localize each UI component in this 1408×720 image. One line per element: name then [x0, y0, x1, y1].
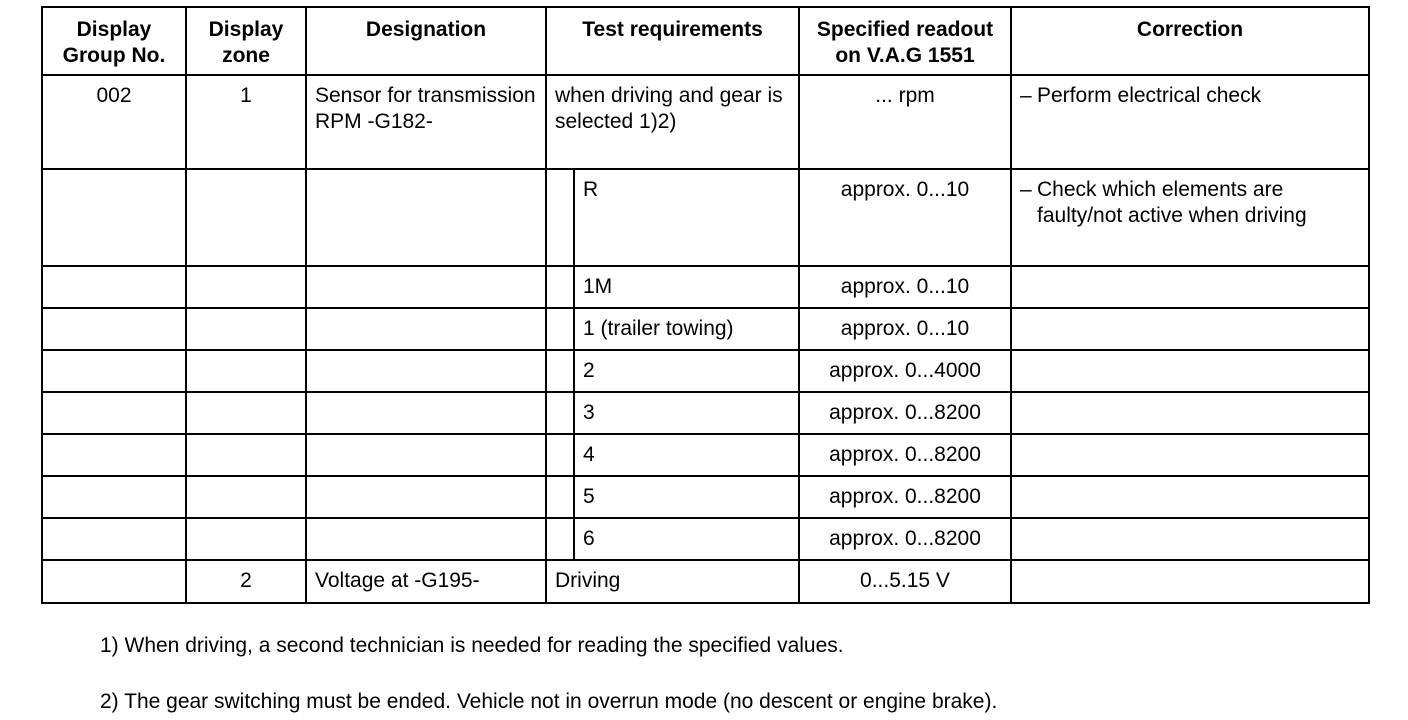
- cell-gear: 4: [574, 434, 799, 476]
- cell-correction: [1011, 169, 1369, 266]
- table-row: [42, 350, 1369, 392]
- cell-test-requirements: when driving and gear is selected 1)2): [546, 75, 799, 169]
- cell-readout: approx. 0...8200: [799, 518, 1011, 560]
- table-row: [42, 75, 1369, 169]
- table-row: [42, 169, 1369, 266]
- cell-readout: ... rpm: [799, 75, 1011, 169]
- cell-gear: 3: [574, 392, 799, 434]
- cell-gear: 6: [574, 518, 799, 560]
- cell-readout: approx. 0...10: [799, 308, 1011, 350]
- table-row: [42, 476, 1369, 518]
- dash-marker: –: [1020, 178, 1032, 201]
- cell-test-requirements: Driving: [546, 560, 799, 603]
- cell-readout: approx. 0...4000: [799, 350, 1011, 392]
- cell-group-no: 002: [42, 75, 186, 169]
- cell-readout: approx. 0...8200: [799, 434, 1011, 476]
- cell-gear: 1 (trailer towing): [574, 308, 799, 350]
- header-specified-readout: Specified readout on V.A.G 1551: [799, 7, 1011, 75]
- cell-readout: approx. 0...10: [799, 266, 1011, 308]
- dash-marker: –: [1020, 84, 1032, 107]
- cell-readout: 0...5.15 V: [799, 560, 1011, 603]
- header-test-requirements: Test requirements: [546, 7, 799, 75]
- header-group-no: Display Group No.: [42, 7, 186, 75]
- table-row: [42, 518, 1369, 560]
- cell-zone: 1: [186, 75, 306, 169]
- footnote-2: 2) The gear switching must be ended. Vehicle not in overrun mode (no descent or engine brake).: [100, 690, 998, 713]
- cell-gear: 2: [574, 350, 799, 392]
- table-row: [42, 308, 1369, 350]
- cell-designation: Sensor for transmission RPM -G182-: [306, 75, 546, 169]
- table-row: [42, 266, 1369, 308]
- cell-gear: R: [574, 169, 799, 266]
- header-row: [42, 7, 1369, 75]
- cell-readout: approx. 0...8200: [799, 476, 1011, 518]
- cell-gear: 5: [574, 476, 799, 518]
- header-designation: Designation: [306, 7, 546, 75]
- cell-readout: approx. 0...8200: [799, 392, 1011, 434]
- cell-zone: 2: [186, 560, 306, 603]
- correction-text: Check which elements are faulty/not active when driving: [1037, 178, 1307, 227]
- cell-gear: 1M: [574, 266, 799, 308]
- cell-readout: approx. 0...10: [799, 169, 1011, 266]
- display-group-table: [41, 6, 1370, 604]
- correction-text: Perform electrical check: [1037, 84, 1262, 107]
- header-correction: Correction: [1011, 7, 1369, 75]
- header-zone: Display zone: [186, 7, 306, 75]
- footnote-1: 1) When driving, a second technician is needed for reading the specified values.: [100, 634, 844, 657]
- cell-correction: [1011, 75, 1369, 169]
- table-row: [42, 434, 1369, 476]
- table-row: [42, 560, 1369, 603]
- cell-designation: Voltage at -G195-: [306, 560, 546, 603]
- table-row: [42, 392, 1369, 434]
